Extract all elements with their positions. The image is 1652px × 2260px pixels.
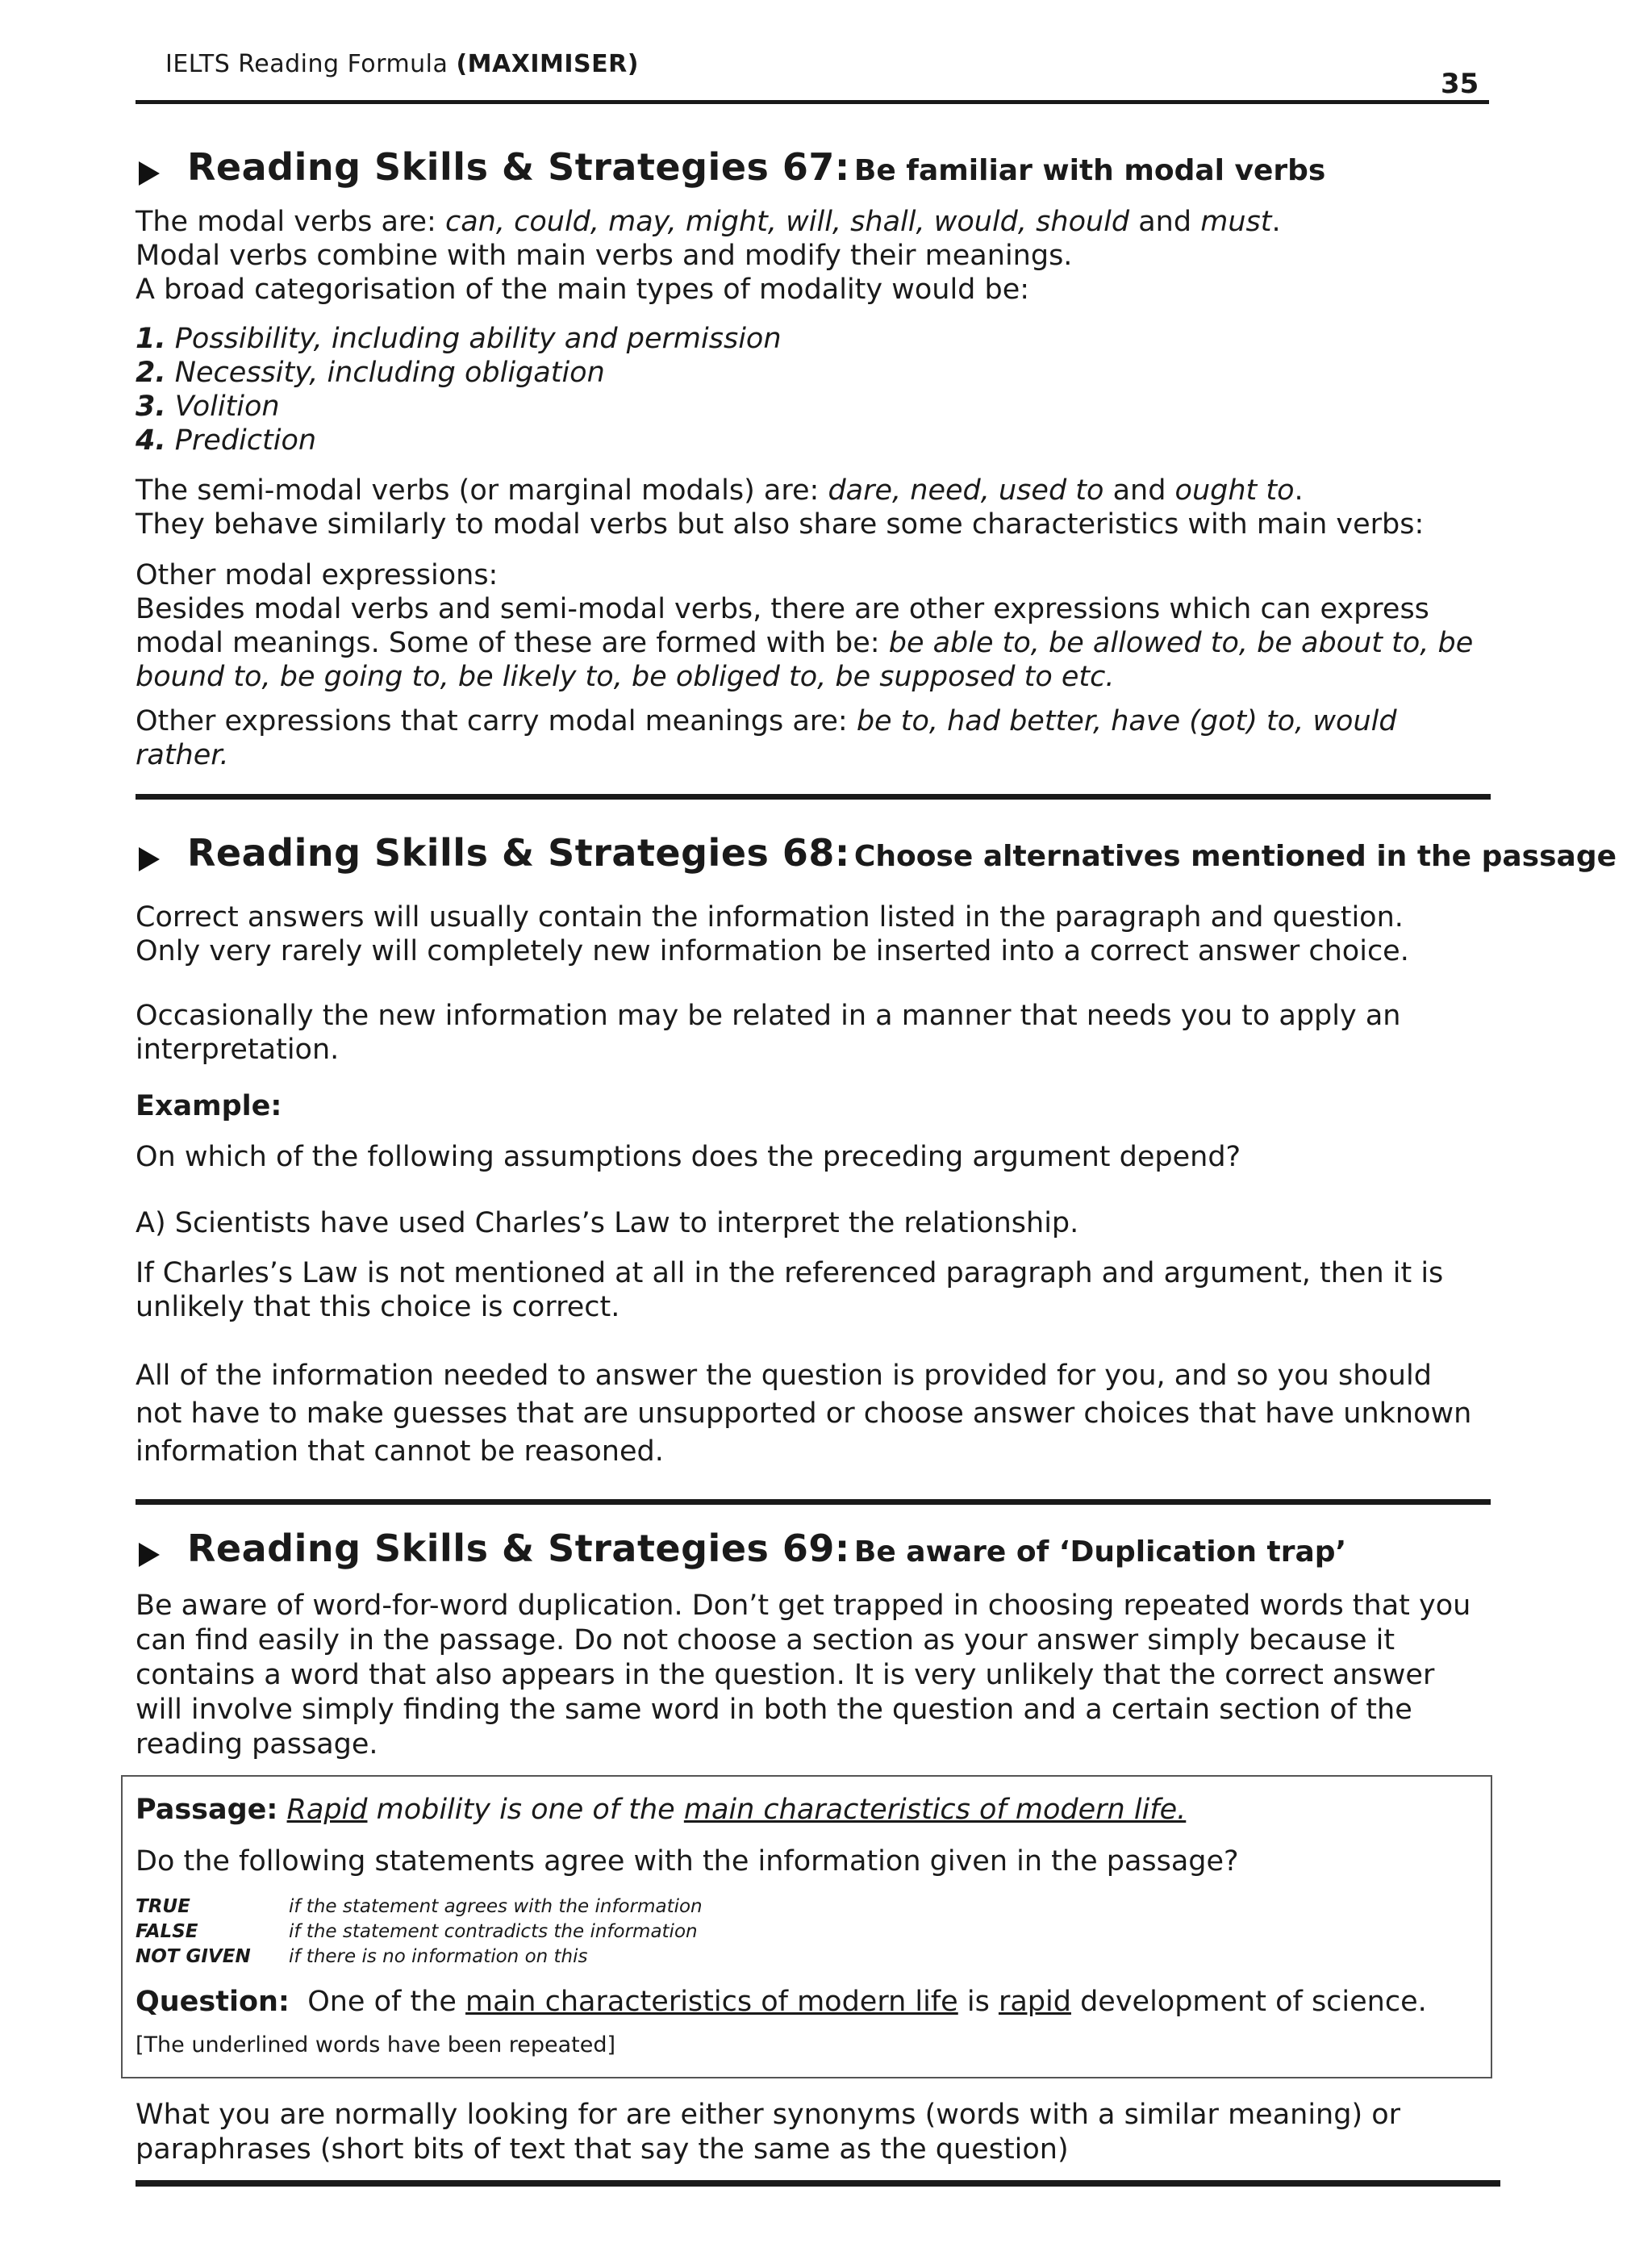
book-title: IELTS Reading Formula: [165, 50, 448, 78]
s69-paragraph-line: Be aware of word-for-word duplication. Don’t get trapped in choosing repeated words that you: [136, 1590, 1471, 1622]
header-rule: [136, 100, 1489, 104]
footer-rule: [136, 2180, 1500, 2187]
book-title-edition: (MAXIMISER): [456, 50, 639, 78]
carry-modal-line-2: rather.: [136, 739, 229, 771]
example-box: [121, 1775, 1492, 2078]
list-item: 3. Volition: [136, 391, 280, 423]
s69-paragraph-line: contains a word that also appears in the question. It is very unlikely that the correct answer: [136, 1659, 1435, 1691]
s69-closing-line: paraphrases (short bits of text that say the same as the question): [136, 2133, 1069, 2166]
modality-list: [136, 322, 782, 457]
s68-paragraph-line: Occasionally the new information may be related in a manner that needs you to apply an: [136, 1000, 1401, 1032]
modal-verbs-combine: Modal verbs combine with main verbs and modify their meanings.: [136, 240, 1073, 272]
s69-closing-line: What you are normally looking for are either synonyms (words with a similar meaning) or: [136, 2099, 1401, 2131]
carry-modal-line-1: Other expressions that carry modal meanings are: be to, had better, have (got) to, would: [136, 705, 1397, 737]
section-divider: [136, 794, 1491, 800]
section-69-heading: Reading Skills & Strategies 69: Be aware of ‘Duplication trap’: [139, 1527, 1346, 1570]
example-question: On which of the following assumptions does the preceding argument depend?: [136, 1141, 1241, 1173]
example-answer-a: A) Scientists have used Charles’s Law to interpret the relationship.: [136, 1207, 1079, 1239]
section-68-heading: Reading Skills & Strategies 68: Choose alternatives mentioned in the passage: [139, 831, 1617, 875]
section-69-subheading: Be aware of ‘Duplication trap’: [853, 1535, 1347, 1569]
play-arrow-icon: [139, 1543, 160, 1567]
s68-conclusion-line: not have to make guesses that are unsupported or choose answer choices that have unknown: [136, 1397, 1472, 1430]
legend-row: TRUE if the statement agrees with the information: [136, 1896, 703, 1917]
s69-paragraph-line: can find easily in the passage. Do not choose a section as your answer simply because it: [136, 1624, 1395, 1656]
list-item: 1. Possibility, including ability and permission: [136, 323, 782, 355]
s68-explanation-line: If Charles’s Law is not mentioned at all in the referenced paragraph and argument, then it is: [136, 1257, 1444, 1289]
s68-paragraph-line: Only very rarely will completely new information be inserted into a correct answer choice.: [136, 935, 1409, 967]
s68-explanation-line: unlikely that this choice is correct.: [136, 1291, 620, 1323]
tfng-legend: [136, 1894, 703, 1970]
list-item: 4. Prediction: [136, 424, 317, 457]
section-67-heading: Reading Skills & Strategies 67: Be familiar with modal verbs: [139, 145, 1325, 189]
section-divider: [136, 1499, 1491, 1505]
question-line: Question: One of the main characteristics of modern life is rapid development of science.: [136, 1986, 1427, 2018]
page-number: 35: [1441, 68, 1479, 100]
example-label: Example:: [136, 1090, 282, 1122]
other-expressions-line-1: Besides modal verbs and semi-modal verbs, there are other expressions which can express: [136, 593, 1429, 625]
underline-note: [The underlined words have been repeated]: [136, 2032, 616, 2057]
modal-verbs-line: The modal verbs are: can, could, may, might, will, shall, would, should and must.: [136, 206, 1281, 238]
semi-modal-line: The semi-modal verbs (or marginal modals) are: dare, need, used to and ought to.: [136, 474, 1304, 507]
running-header: [165, 50, 639, 78]
section-67-subheading: Be familiar with modal verbs: [853, 154, 1326, 187]
legend-row: NOT GIVEN if there is no information on this: [136, 1946, 588, 1967]
s68-paragraph-line: interpretation.: [136, 1034, 340, 1066]
play-arrow-icon: [139, 847, 160, 871]
section-68-subheading: Choose alternatives mentioned in the passage: [853, 840, 1617, 873]
s68-conclusion-line: information that cannot be reasoned.: [136, 1435, 664, 1468]
s68-conclusion-line: All of the information needed to answer the question is provided for you, and so you should: [136, 1360, 1432, 1392]
s69-paragraph-line: reading passage.: [136, 1728, 378, 1761]
modal-categorisation: A broad categorisation of the main types of modality would be:: [136, 274, 1030, 306]
other-expressions-heading: Other modal expressions:: [136, 559, 499, 591]
other-expressions-line-2: modal meanings. Some of these are formed with be: be able to, be allowed to, be about to, be: [136, 627, 1474, 659]
list-item: 2. Necessity, including obligation: [136, 357, 605, 389]
passage-line: Passage: Rapid mobility is one of the main characteristics of modern life.: [136, 1794, 1187, 1826]
s69-paragraph-line: will involve simply finding the same word in both the question and a certain section of the: [136, 1694, 1412, 1726]
legend-row: FALSE if the statement contradicts the information: [136, 1921, 698, 1942]
semi-modal-behaviour: They behave similarly to modal verbs but also share some characteristics with main verbs:: [136, 508, 1425, 541]
play-arrow-icon: [139, 161, 160, 186]
s68-paragraph-line: Correct answers will usually contain the information listed in the paragraph and question.: [136, 901, 1404, 934]
other-expressions-line-3: bound to, be going to, be likely to, be obliged to, be supposed to etc.: [136, 661, 1115, 693]
tfng-instruction: Do the following statements agree with the information given in the passage?: [136, 1845, 1239, 1878]
